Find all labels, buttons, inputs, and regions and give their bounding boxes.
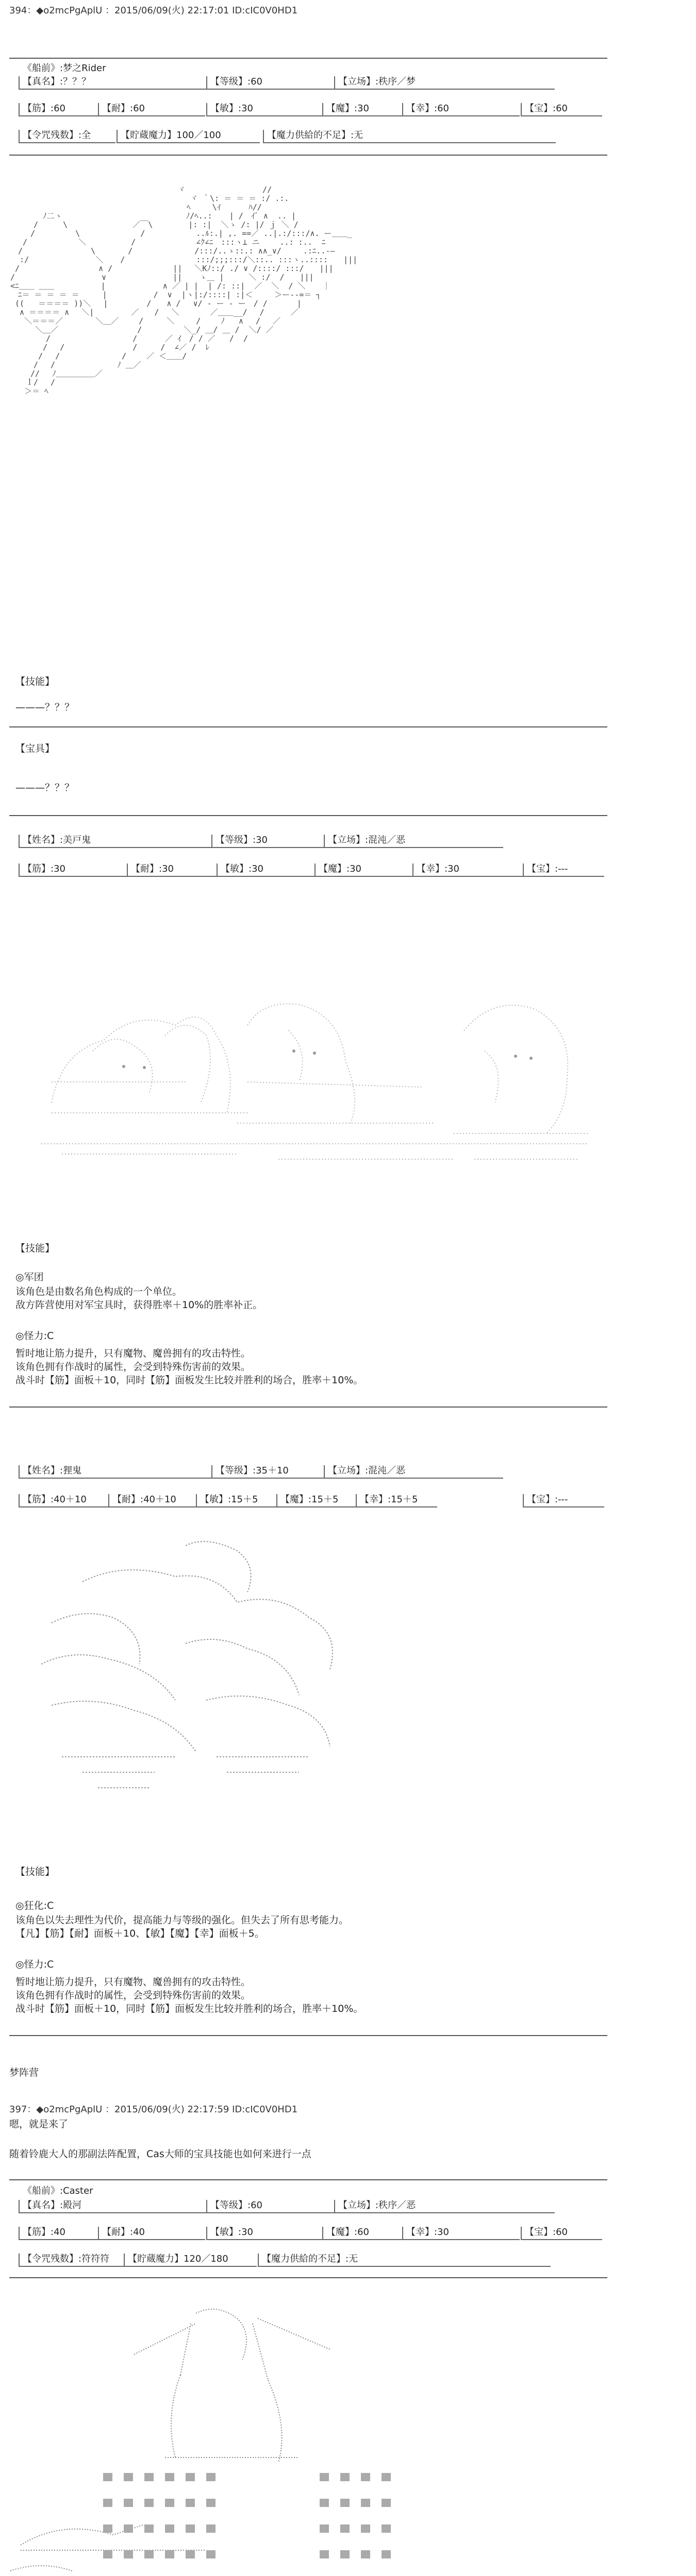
- ascii-art-oni-group: [31, 948, 598, 1195]
- stat-cell: 【宝】:60: [521, 103, 602, 116]
- stat-cell: 【敏】:30: [206, 103, 324, 116]
- post-text: 嗯，就是来了: [9, 2119, 69, 2130]
- divider: [9, 2035, 607, 2036]
- skill-label: 【技能】: [15, 1243, 55, 1254]
- skill-line: 暂时地让筋力提升，只有魔物、魔兽拥有的攻击特性。: [15, 1348, 251, 1359]
- stat-cell: 【耐】:30: [127, 863, 219, 877]
- stat-cell: 【貯蔵魔力】100／100: [117, 130, 260, 143]
- stat-cell: 【敏】:15＋5: [196, 1494, 277, 1507]
- stat-cell: 【耐】:40: [98, 2227, 205, 2240]
- stat-cell: 【耐】:60: [98, 103, 205, 116]
- ascii-art-oni: [21, 1530, 382, 1798]
- stat-cell: 【筋】:60: [19, 103, 100, 116]
- divider: [9, 155, 607, 156]
- skill-line: 该角色是由数名角色构成的一个单位。: [15, 1286, 183, 1297]
- divider: [9, 1406, 607, 1408]
- stat-cell: 【敏】:30: [206, 2227, 324, 2240]
- interlude-text: 梦阵营: [9, 2067, 39, 2078]
- stat-cell: 【筋】:30: [19, 863, 128, 877]
- stat-cell: 【魔力供給的不足】:无: [263, 130, 556, 143]
- stat-cell: 【立场】:秩序／恶: [334, 2200, 555, 2213]
- stat-cell: 【等级】:60: [206, 76, 334, 90]
- ship-name-row: 《船前》:梦之Rider: [23, 63, 106, 74]
- stat-cell: 【耐】:40＋10: [108, 1494, 197, 1507]
- skill-line: 敌方阵营使用对军宝具时，获得胜率＋10%的胜率补正。: [15, 1299, 263, 1311]
- stat-cell: 【立场】:混沌／恶: [324, 835, 503, 848]
- stat-cell: 【真名】:？？？: [19, 76, 208, 90]
- stat-cell: 【等级】:60: [206, 2200, 334, 2213]
- stat-cell: 【筋】:40: [19, 2227, 100, 2240]
- skill-line: 该角色拥有作战时的属性，会受到特殊伤害前的效果。: [15, 1361, 251, 1372]
- skill-line: 该角色以失去理性为代价，提高能力与等级的强化。但失去了所有思考能力。: [15, 1914, 349, 1926]
- stat-cell: 【姓名】:狸鬼: [19, 1465, 213, 1479]
- stat-cell: 【幸】:15＋5: [356, 1494, 437, 1507]
- skill-title: ◎怪力:C: [15, 1959, 54, 1970]
- ascii-art-rider: ヾ // ヾ ｀\: ＝ ＝ ＝ :/ .:. ﾍ \ｲ ﾊ// ﾉ二ヽ ﾉ/ﾍ..: | / ｲﾞ ∧ .. | / \ ／￣\ |: :| ＼ゝ /: |/ ｊ ＼ / / \ / ..ﾙ:.| ,. ==／ ..|.:/:::/∧. ー＿＿_ / ＼ / ∠ｸ∠ﾆ :::ヽ⊥ ニ ..: :.. ﾆ / \ / /:::/..ゝ::.: ∧∧_∨/ .:ﾆ..-― :/ ＼ / :::/;;;:::/＼::.. :::ヽ..:::: ||| / ∧ / || ＼Kﾉ::/ ./ ∨ /::::/ :::/ ||| / ∨ || ゝ＿ | ＼ :/ / ||| <ﾆ＿＿ ＿＿ | ∧ ／ | | | /: ::| ／ ＼ / ＼ ｜ ﾆ＝ ＝ ＝ ＝ ＝ | / ∨ |ヽ|:/::::| :|＜ ＞ー--=＝ ┐ (( ＝＝＝＝ ))＼ | / ∧ / ∨/ ‐ ー ‐ ー / / | ∧ ＝＝＝＝ ∧ ＼| ／ / ＼ ／＿＿__/ / ／ ＼＝＝＝／ ＼＿／ / ＼ / ﾉ ∧ / ／ ＼＿／ / ＼_/ ＿/ ＿ / ＼/ ／ / / ／ ｲ / / ／ / / / / / / ∠／ / ﾚ / / / ／ ＜＿＿/ / / ﾉ ＿／ // ﾉ＿＿＿＿＿／ ｌ/ / ＞＝ ﾍ: [10, 185, 358, 396]
- stat-cell: 【宝】:---: [523, 1494, 604, 1507]
- skill-title: ◎狂化:C: [15, 1900, 54, 1911]
- divider: [9, 2179, 607, 2180]
- stat-cell: 【幸】:60: [402, 103, 520, 116]
- stat-cell: 【幸】:30: [412, 863, 525, 877]
- stat-cell: 【等级】:30: [211, 835, 326, 848]
- stat-cell: 【筋】:40＋10: [19, 1494, 110, 1507]
- divider: [9, 58, 607, 59]
- skill-line: 战斗时【筋】面板＋10，同时【筋】面板发生比较并胜利的场合，胜率＋10%。: [15, 1375, 363, 1386]
- skill-line: 该角色拥有作战时的属性，会受到特殊伤害前的效果。: [15, 1990, 251, 2001]
- skill-label: 【技能】: [15, 676, 55, 687]
- post-header: 394：◆o2mcPgAplU ：2015/06/09(火) 22:17:01 ID:cIC0V0HD1: [9, 5, 298, 16]
- skill-line: 【凡】【筋】【耐】面板＋10、【敏】【魔】【幸】面板＋5。: [15, 1928, 264, 1939]
- stat-cell: 【立场】:混沌／恶: [324, 1465, 503, 1479]
- np-label: 【宝具】: [15, 743, 55, 754]
- stat-cell: 【宝】:---: [523, 863, 604, 877]
- divider: [9, 726, 607, 727]
- skill-label: 【技能】: [15, 1866, 55, 1877]
- ascii-art-caster: [10, 2303, 474, 2576]
- stat-cell: 【令咒残数】:符符符: [19, 2253, 126, 2267]
- stat-cell: 【魔】:30: [322, 103, 404, 116]
- skill-text: ———？？？: [15, 702, 75, 713]
- stat-cell: 【立场】:秩序／梦: [334, 76, 555, 90]
- ship-name-row: 《船前》:Caster: [23, 2185, 93, 2196]
- stat-cell: 【幸】:30: [402, 2227, 520, 2240]
- stat-cell: 【魔力供給的不足】:无: [258, 2253, 551, 2267]
- stat-cell: 【真名】:殿河: [19, 2200, 208, 2213]
- stat-cell: 【敏】:30: [217, 863, 316, 877]
- stat-cell: 【魔】:60: [322, 2227, 404, 2240]
- stat-cell: 【魔】:30: [314, 863, 414, 877]
- skill-line: 暂时地让筋力提升，只有魔物、魔兽拥有的攻击特性。: [15, 1976, 251, 1988]
- post-text: 随着铃鹿大人的那副法阵配置，Cas大师的宝具技能也如何来进行一点: [9, 2148, 311, 2160]
- stat-cell: 【等级】:35＋10: [211, 1465, 326, 1479]
- np-text: ———？？？: [15, 782, 75, 793]
- stat-cell: 【貯蔵魔力】120／180: [124, 2253, 257, 2267]
- skill-title: ◎怪力:C: [15, 1330, 54, 1342]
- divider: [9, 815, 607, 816]
- stat-cell: 【令咒残数】:全: [19, 130, 115, 143]
- stat-cell: 【姓名】:美戸鬼: [19, 835, 213, 848]
- skill-line: 战斗时【筋】面板＋10，同时【筋】面板发生比较并胜利的场合，胜率＋10%。: [15, 2003, 363, 2014]
- skill-title: ◎军团: [15, 1272, 44, 1283]
- divider: [9, 2277, 607, 2278]
- post-header: 397：◆o2mcPgAplU ：2015/06/09(火) 22:17:59 ID:cIC0V0HD1: [9, 2104, 298, 2115]
- stat-cell: 【宝】:60: [521, 2227, 602, 2240]
- stat-cell: 【魔】:15＋5: [276, 1494, 358, 1507]
